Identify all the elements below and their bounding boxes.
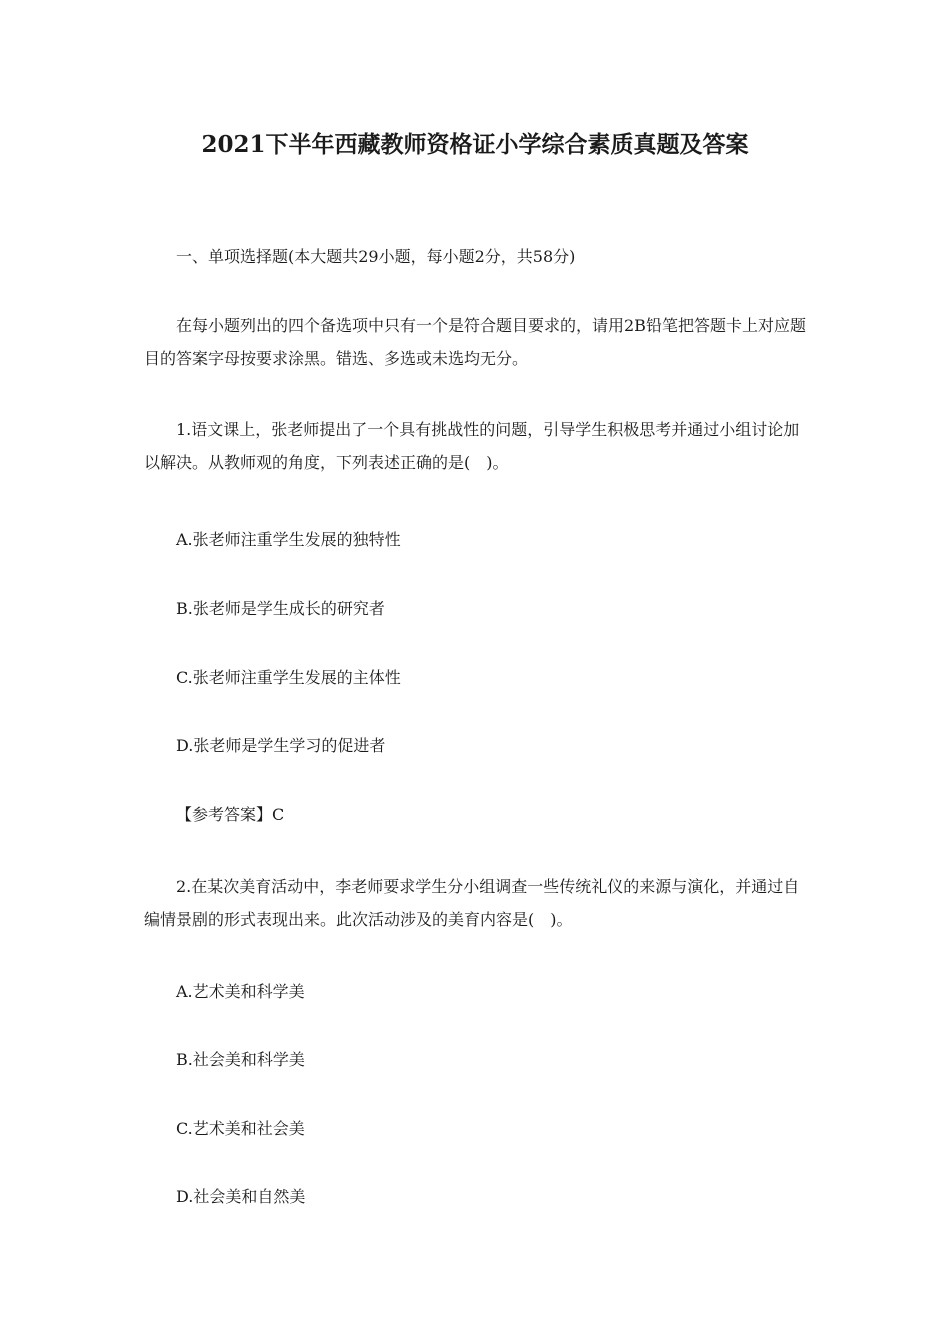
question-2-option-c: C.艺术美和社会美 xyxy=(176,1119,305,1138)
section-heading: 一、单项选择题(本大题共29小题，每小题2分，共58分) xyxy=(176,247,576,266)
question-1-option-d: D.张老师是学生学习的促进者 xyxy=(176,736,386,755)
question-1-option-b: B.张老师是学生成长的研究者 xyxy=(176,599,385,618)
question-1-stem: 1.语文课上，张老师提出了一个具有挑战性的问题，引导学生积极思考并通过小组讨论加以解决。从教师观的角度，下列表述正确的是( )。 xyxy=(144,420,800,472)
question-2-option-b: B.社会美和科学美 xyxy=(176,1050,305,1069)
document-title: 2021下半年西藏教师资格证小学综合素质真题及答案 xyxy=(201,131,749,158)
question-1-answer: 【参考答案】C xyxy=(176,805,285,824)
question-2-option-d: D.社会美和自然美 xyxy=(176,1187,306,1206)
question-2-stem: 2.在某次美育活动中，李老师要求学生分小组调查一些传统礼仪的来源与演化，并通过自编情景剧的形式表现出来。此次活动涉及的美育内容是( )。 xyxy=(144,877,800,929)
question-1-option-c: C.张老师注重学生发展的主体性 xyxy=(176,668,401,687)
instructions-paragraph: 在每小题列出的四个备选项中只有一个是符合题目要求的，请用2B铅笔把答题卡上对应题目的答案字母按要求涂黑。错选、多选或未选均无分。 xyxy=(144,316,806,368)
question-2-option-a: A.艺术美和科学美 xyxy=(176,982,305,1001)
question-1-option-a: A.张老师注重学生发展的独特性 xyxy=(176,530,401,549)
